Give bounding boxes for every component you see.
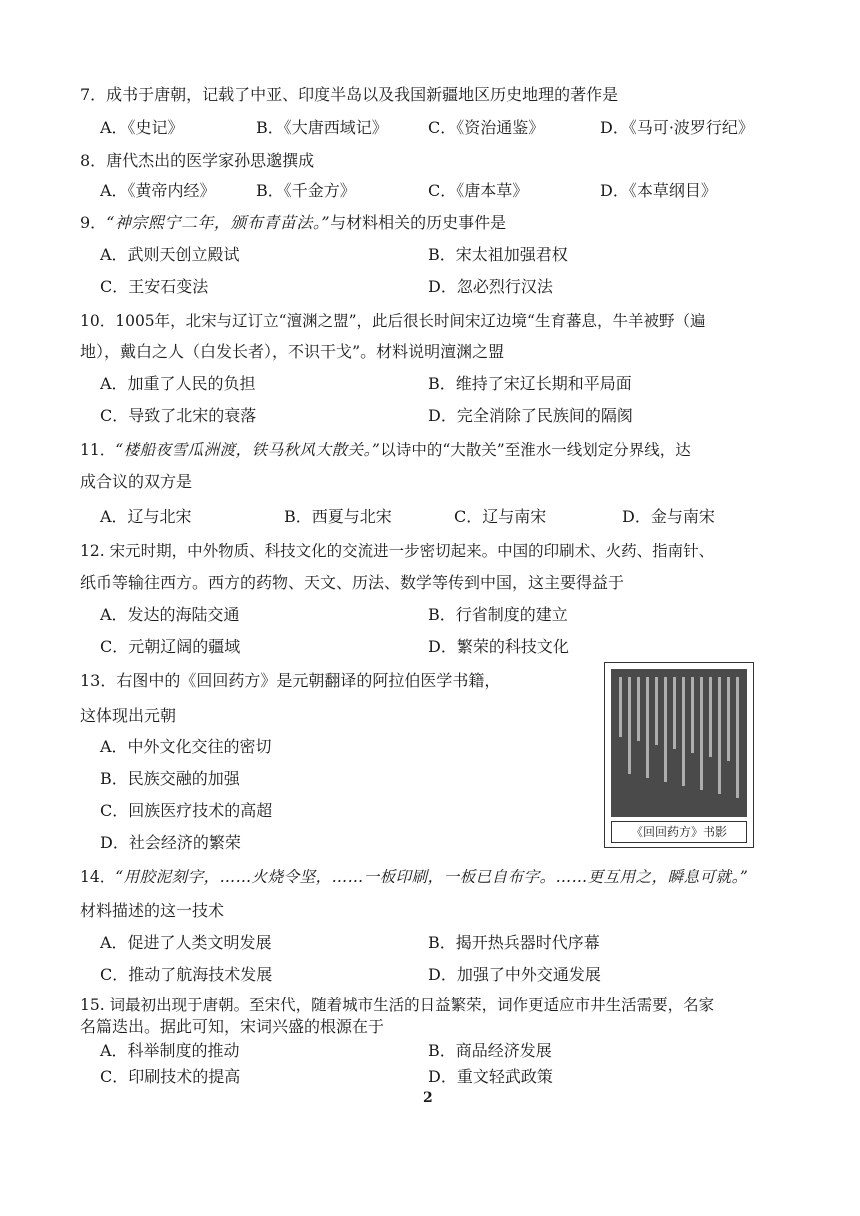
- q14-option-d: D．加强了中外交通发展: [428, 965, 601, 984]
- book-text-column: [673, 677, 676, 749]
- q10-option-a: A．加重了人民的负担: [100, 374, 256, 393]
- q14-option-a: A．促进了人类文明发展: [100, 933, 272, 952]
- q12-option-b: B．行省制度的建立: [428, 605, 568, 624]
- q12-option-a: A．发达的海陆交通: [100, 605, 240, 624]
- q15-option-c: C．印刷技术的提高: [100, 1067, 241, 1086]
- q11-stem-text: 以诗中的“大散关”至淮水一线划定分界线，达: [380, 441, 691, 459]
- question-13-line-2: 这体现出元朝: [80, 706, 177, 725]
- huihui-yaofang-figure: [604, 662, 754, 848]
- question-14-line-2: 材料描述的这一技术: [80, 901, 225, 920]
- question-15-line-2: 名篇迭出。据此可知，宋词兴盛的根源在于: [80, 1017, 385, 1036]
- book-text-column: [736, 677, 739, 798]
- question-8-stem: 8．唐代杰出的医学家孙思邈撰成: [80, 151, 315, 170]
- question-11-line-2: 成合议的双方是: [80, 472, 193, 491]
- book-text-column: [655, 677, 658, 745]
- figure-caption: 《回回药方》书影: [611, 821, 747, 843]
- q11-option-a: A．辽与北宋: [100, 507, 192, 526]
- page-number: 2: [423, 1090, 433, 1106]
- question-7-stem: 7．成书于唐朝，记载了中亚、印度半岛以及我国新疆地区历史地理的著作是: [80, 85, 619, 104]
- q9-option-a: A．武则天创立殿试: [100, 245, 240, 264]
- book-text-column: [718, 677, 721, 794]
- q11-option-b: B．西夏与北宋: [284, 507, 392, 526]
- book-text-column: [709, 677, 712, 757]
- q9-option-c: C．王安石变法: [100, 277, 209, 296]
- q7-option-a: A．《史记》: [100, 118, 184, 137]
- book-text-column: [700, 677, 703, 790]
- book-text-column: [646, 677, 649, 778]
- q13-option-a: A．中外文化交往的密切: [100, 737, 272, 756]
- q9-stem-text: 与材料相关的历史事件是: [330, 213, 507, 232]
- q10-option-c: C．导致了北宋的衰落: [100, 406, 257, 425]
- q8-option-c: C．《唐本草》: [428, 181, 529, 200]
- q12-option-c: C．元朝辽阔的疆域: [100, 637, 241, 656]
- book-page-image: [611, 669, 747, 817]
- q7-option-d: D．《马可·波罗行纪》: [600, 118, 754, 137]
- book-text-column: [691, 677, 694, 753]
- q11-quote: “楼船夜雪瓜洲渡，铁马秋风大散关。”: [115, 441, 381, 459]
- q13-option-c: C．回族医疗技术的高超: [100, 801, 273, 820]
- question-12-line-2: 纸币等输往西方。西方的药物、天文、历法、数学等传到中国，这主要得益于: [80, 573, 625, 592]
- q10-option-d: D．完全消除了民族间的隔阂: [428, 406, 633, 425]
- q14-option-c: C．推动了航海技术发展: [100, 965, 273, 984]
- q14-option-b: B．揭开热兵器时代序幕: [428, 933, 600, 952]
- q10-option-b: B．维持了宋辽长期和平局面: [428, 374, 632, 393]
- q13-option-b: B．民族交融的加强: [100, 769, 240, 788]
- question-12-line-1: 12. 宋元时期，中外物质、科技文化的交流进一步密切起来。中国的印刷术、火药、指南针、: [80, 542, 715, 560]
- q11-option-c: C．辽与南宋: [454, 507, 547, 526]
- q7-option-c: C．《资治通鉴》: [428, 118, 545, 137]
- q11-number: 11．: [80, 441, 116, 459]
- q11-option-d: D．金与南宋: [622, 507, 715, 526]
- q8-option-b: B．《千金方》: [256, 181, 356, 200]
- q9-number: 9．: [80, 213, 107, 232]
- q15-option-d: D．重文轻武政策: [428, 1067, 553, 1086]
- q8-option-a: A．《黄帝内经》: [100, 181, 216, 200]
- q8-option-d: D．《本草纲目》: [600, 181, 717, 200]
- q15-option-b: B．商品经济发展: [428, 1041, 552, 1060]
- q13-option-d: D．社会经济的繁荣: [100, 833, 241, 852]
- question-10-line-1: 10．1005年，北宋与辽订立“澶渊之盟”，此后很长时间宋辽边境“生育蕃息，牛羊被野（遍: [80, 312, 706, 330]
- question-10-line-2: 地），戴白之人（白发长者），不识干戈”。材料说明澶渊之盟: [80, 342, 505, 361]
- question-15-line-1: 15. 词最初出现于唐朝。至宋代，随着城市生活的日益繁荣，词作更适应市井生活需要，名家: [80, 996, 715, 1014]
- q9-option-b: B．宋太祖加强君权: [428, 245, 568, 264]
- question-11-line-1: [80, 439, 691, 461]
- q9-option-d: D．忽必烈行汉法: [428, 277, 553, 296]
- book-text-column: [727, 677, 730, 761]
- q9-quote: “神宗熙宁二年，颁布青苗法。”: [106, 213, 331, 232]
- q14-quote: “用胶泥刻字，……火烧令坚，……一板印刷，一板已自布字。……更互用之，瞬息可就。”: [115, 868, 749, 886]
- question-14-line-1: [80, 866, 748, 888]
- book-text-column: [637, 677, 640, 741]
- book-text-column: [619, 677, 622, 737]
- question-9-stem: [80, 212, 506, 234]
- q7-option-b: B．《大唐西域记》: [256, 118, 388, 137]
- q12-option-d: D．繁荣的科技文化: [428, 637, 569, 656]
- question-13-line-1: 13．右图中的《回回药方》是元朝翻译的阿拉伯医学书籍，: [80, 671, 501, 690]
- book-text-column: [628, 677, 631, 774]
- q15-option-a: A．科举制度的推动: [100, 1041, 240, 1060]
- book-text-column: [682, 677, 685, 786]
- book-text-column: [664, 677, 667, 782]
- q14-number: 14．: [80, 868, 116, 886]
